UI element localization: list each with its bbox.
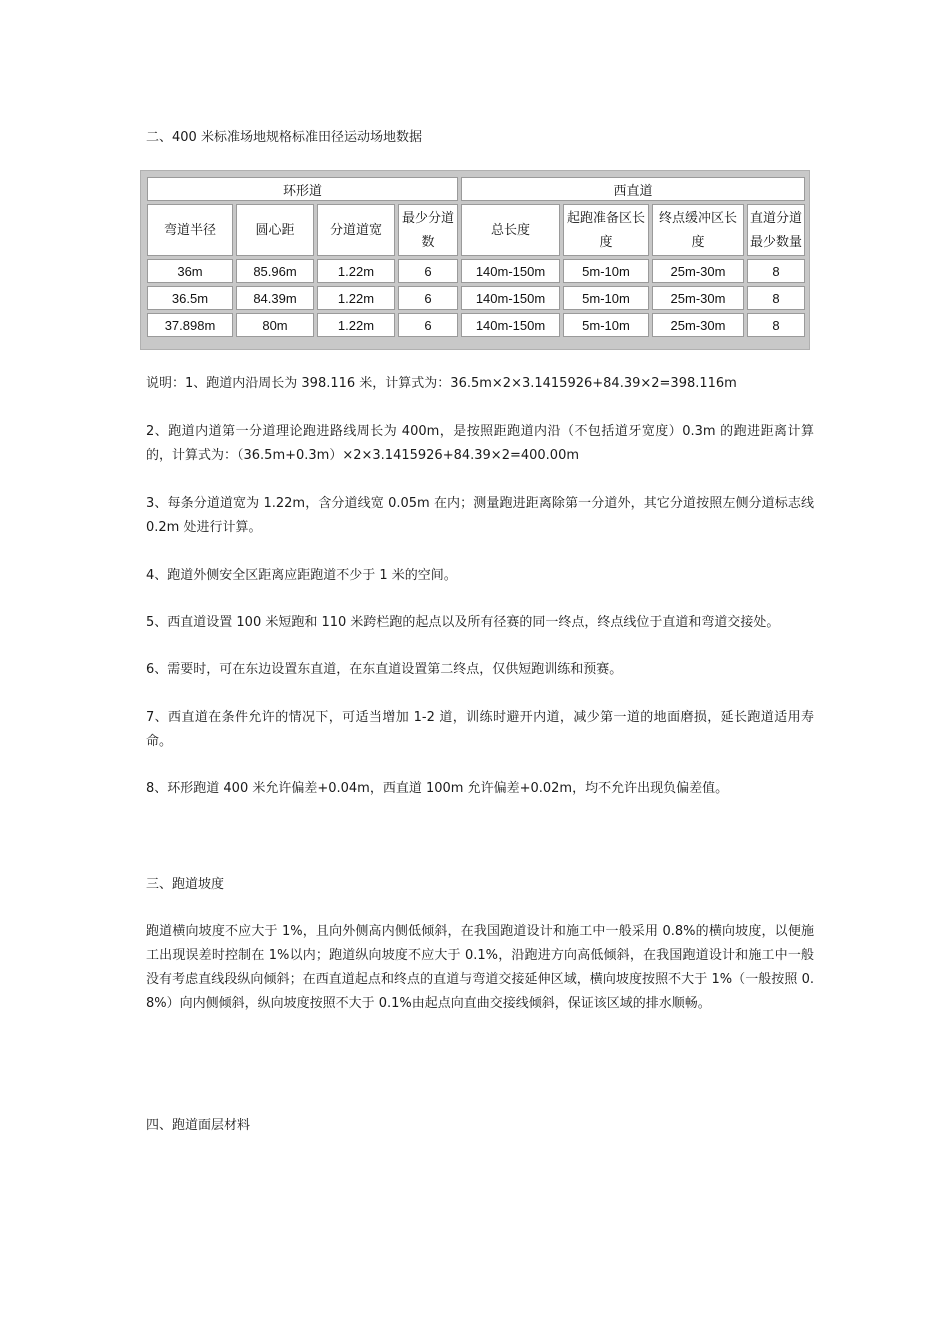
table-cell: 1.22m (317, 313, 395, 337)
table-cell: 6 (398, 286, 458, 310)
column-header: 圆心距 (236, 204, 314, 256)
table-cell: 25m-30m (652, 313, 744, 337)
table-cell: 80m (236, 313, 314, 337)
table-cell: 84.39m (236, 286, 314, 310)
note-1: 说明：1、跑道内沿周长为 398.116 米，计算式为：36.5m×2×3.1415926+84.39×2=398.116m (146, 376, 737, 391)
table-row (147, 259, 805, 283)
note-5: 5、西直道设置 100 米短跑和 110 米跨栏跑的起点以及所有径赛的同一终点，终点线位于直道和弯道交接处。 (146, 615, 780, 630)
note-6: 6、需要时，可在东边设置东直道，在东直道设置第二终点，仅供短跑训练和预赛。 (146, 662, 623, 677)
table-cell: 85.96m (236, 259, 314, 283)
section-3-title: 三、跑道坡度 (146, 877, 225, 892)
table-cell: 1.22m (317, 286, 395, 310)
table-row (147, 286, 805, 310)
group-header-west-straight: 西直道 (461, 177, 805, 201)
note-8: 8、环形跑道 400 米允许偏差+0.04m，西直道 100m 允许偏差+0.02m，均不允许出现负偏差值。 (146, 781, 729, 796)
note-4: 4、跑道外侧安全区距离应距跑道不少于 1 米的空间。 (146, 568, 457, 583)
table-cell: 36m (147, 259, 233, 283)
table-cell: 8 (747, 259, 805, 283)
table-cell: 5m-10m (563, 259, 649, 283)
section-4-title: 四、跑道面层材料 (146, 1118, 251, 1133)
table-cell: 1.22m (317, 259, 395, 283)
column-header: 总长度 (461, 204, 560, 256)
note-3: 3、每条分道道宽为 1.22m，含分道线宽 0.05m 在内；测量跑进距离除第一分道外，其它分道按照左侧分道标志线 0.2m 处进行计算。 (146, 496, 814, 535)
column-header: 起跑准备区长度 (563, 204, 649, 256)
table-cell: 140m-150m (461, 286, 560, 310)
section-3-body: 跑道横向坡度不应大于 1%，且向外侧高内侧低倾斜，在我国跑道设计和施工中一般采用 0.8%的横向坡度，以便施工出现误差时控制在 1%以内；跑道纵向坡度不应大于 0.1%，沿跑进方向高低倾斜，在我国跑道设计和施工中一般没有考虑直线段纵向倾斜；在西直道起点和终点的直道与弯道交接延伸区域，横向坡度按照不大于 1%（一般按照 0.8%）向内侧倾斜，纵向坡度按照不大于 0.1%由起点向直曲交接线倾斜，保证该区域的排水顺畅。 (146, 924, 814, 1011)
table-cell: 5m-10m (563, 313, 649, 337)
table-cell: 140m-150m (461, 313, 560, 337)
spec-table-frame (140, 170, 810, 350)
table-cell: 8 (747, 313, 805, 337)
column-header: 最少分道数 (398, 204, 458, 256)
table-cell: 25m-30m (652, 259, 744, 283)
note-2: 2、跑道内道第一分道理论跑进路线周长为 400m，是按照距跑道内沿（不包括道牙宽度）0.3m 的跑进距离计算的，计算式为：（36.5m+0.3m）×2×3.1415926+84.39×2=400.00m (146, 424, 814, 463)
table-cell: 6 (398, 259, 458, 283)
table-group-row (147, 177, 805, 201)
note-7: 7、西直道在条件允许的情况下，可适当增加 1-2 道，训练时避开内道，减少第一道的地面磨损，延长跑道适用寿命。 (146, 710, 814, 749)
column-header: 弯道半径 (147, 204, 233, 256)
table-cell: 25m-30m (652, 286, 744, 310)
group-header-loop-track: 环形道 (147, 177, 458, 201)
table-cell: 5m-10m (563, 286, 649, 310)
column-header: 终点缓冲区长度 (652, 204, 744, 256)
spec-table (144, 174, 808, 340)
table-header-row (147, 204, 805, 256)
table-cell: 140m-150m (461, 259, 560, 283)
table-cell: 8 (747, 286, 805, 310)
table-cell: 36.5m (147, 286, 233, 310)
section-2-title: 二、400 米标准场地规格标准田径运动场地数据 (146, 130, 422, 145)
table-row (147, 313, 805, 337)
column-header: 分道道宽 (317, 204, 395, 256)
table-cell: 6 (398, 313, 458, 337)
table-cell: 37.898m (147, 313, 233, 337)
column-header: 直道分道最少数量 (747, 204, 805, 256)
